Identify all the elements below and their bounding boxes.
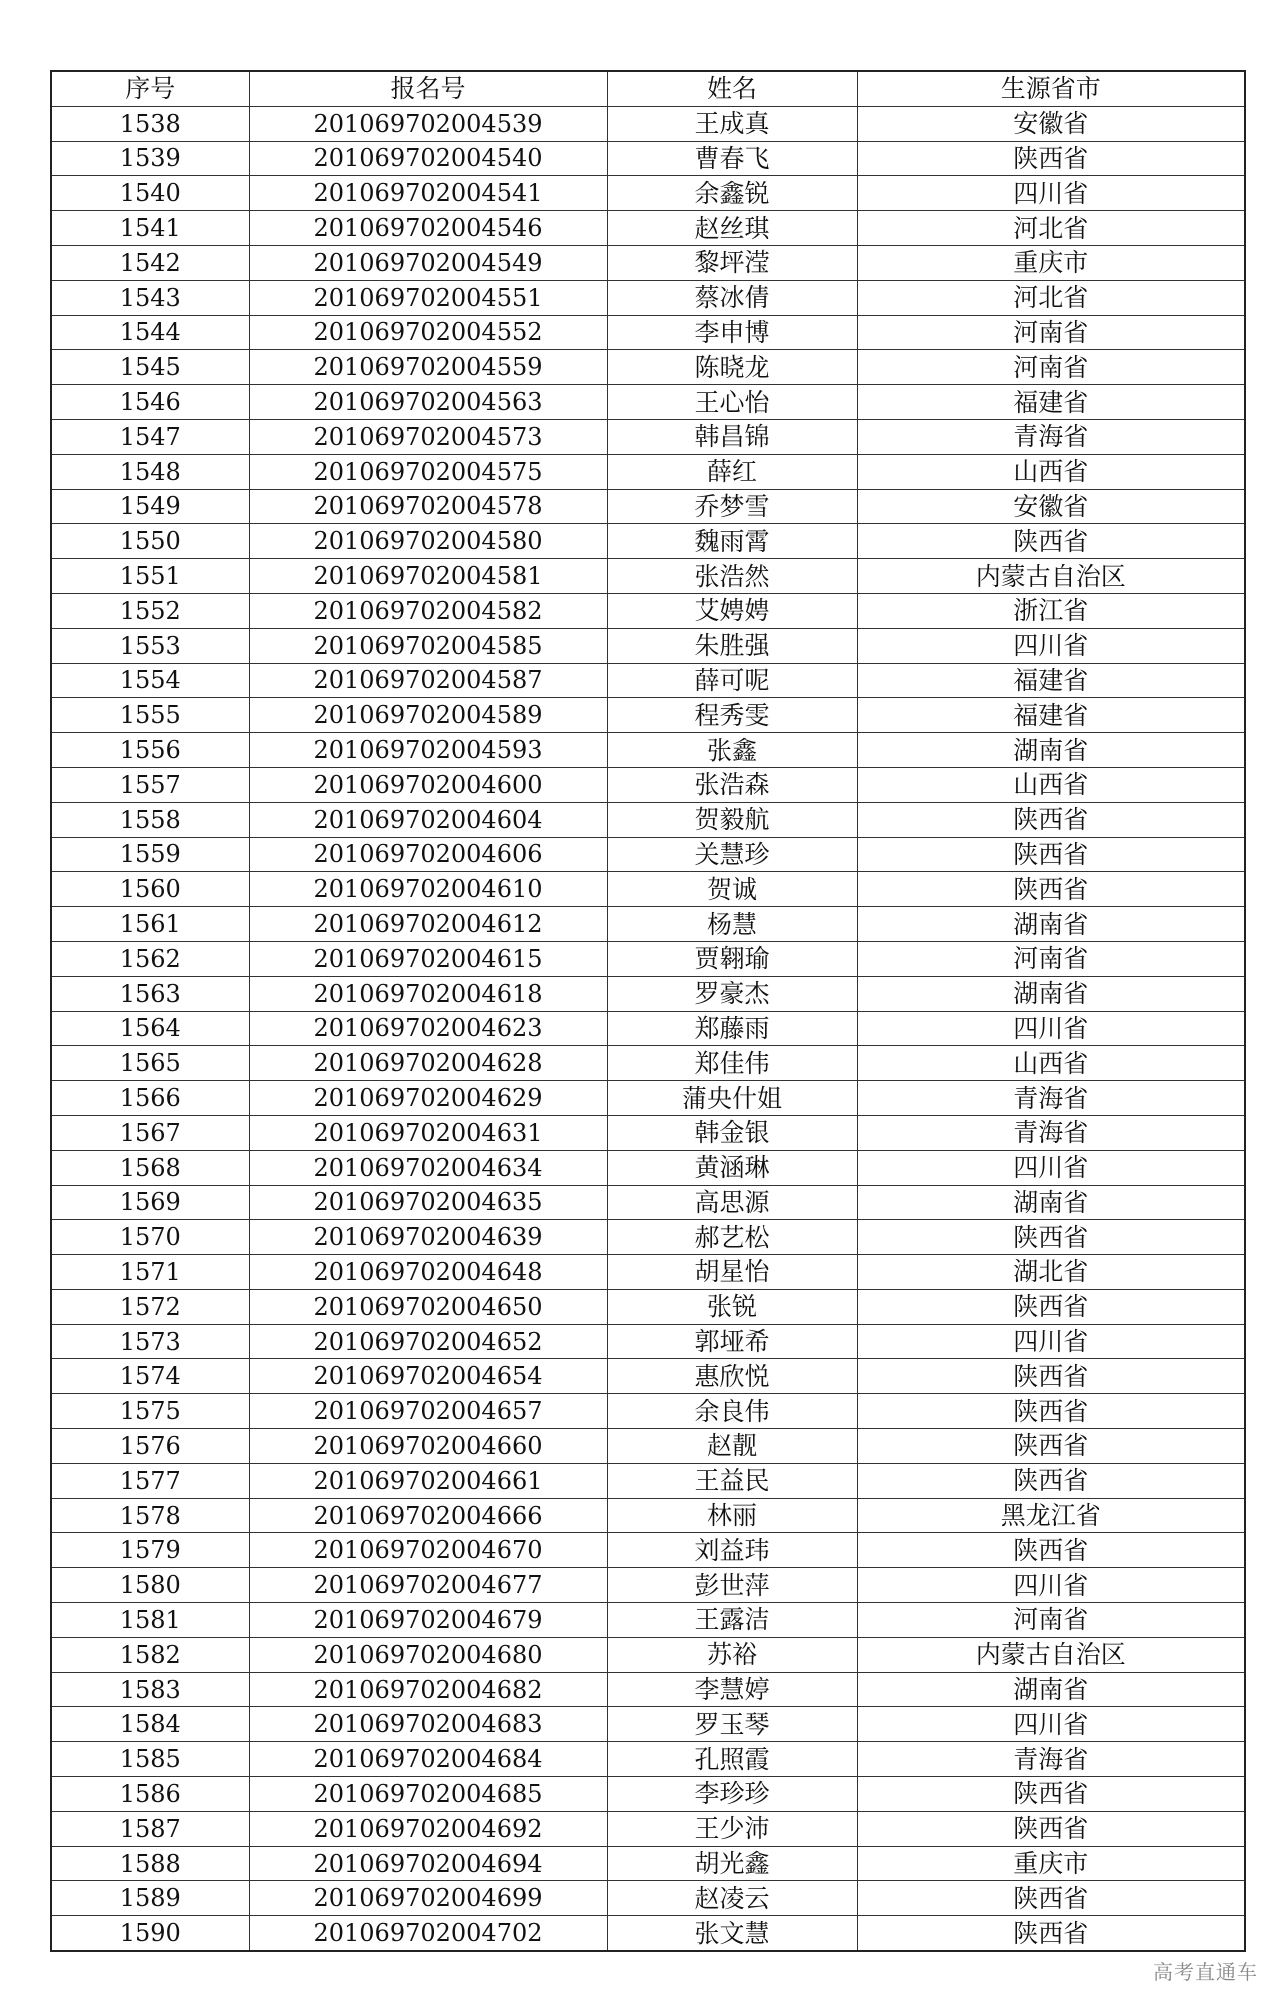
cell-name: 胡光鑫	[607, 1846, 857, 1881]
table-row	[51, 663, 1245, 698]
table-row	[51, 419, 1245, 454]
table-row	[51, 1637, 1245, 1672]
cell-serial-number: 1540	[51, 176, 249, 211]
cell-province: 陕西省	[857, 1533, 1245, 1568]
table-row	[51, 176, 1245, 211]
cell-registration-number: 201069702004573	[249, 419, 607, 454]
table-row	[51, 1185, 1245, 1220]
cell-name: 程秀雯	[607, 698, 857, 733]
cell-registration-number: 201069702004666	[249, 1498, 607, 1533]
table-row	[51, 1081, 1245, 1116]
cell-province: 河南省	[857, 1603, 1245, 1638]
cell-name: 张浩森	[607, 767, 857, 802]
cell-registration-number: 201069702004702	[249, 1916, 607, 1951]
cell-name: 张锐	[607, 1289, 857, 1324]
cell-name: 张浩然	[607, 559, 857, 594]
cell-serial-number: 1579	[51, 1533, 249, 1568]
cell-serial-number: 1551	[51, 559, 249, 594]
cell-serial-number: 1555	[51, 698, 249, 733]
cell-province: 湖南省	[857, 907, 1245, 942]
cell-serial-number: 1547	[51, 419, 249, 454]
cell-province: 青海省	[857, 1742, 1245, 1777]
header-name: 姓名	[607, 71, 857, 106]
cell-province: 四川省	[857, 1150, 1245, 1185]
table-body	[51, 106, 1245, 1951]
cell-name: 薛可呢	[607, 663, 857, 698]
cell-province: 福建省	[857, 663, 1245, 698]
table-row	[51, 1777, 1245, 1812]
cell-name: 贾翱瑜	[607, 941, 857, 976]
cell-province: 陕西省	[857, 1916, 1245, 1951]
table-row	[51, 1811, 1245, 1846]
cell-registration-number: 201069702004551	[249, 280, 607, 315]
cell-name: 李珍珍	[607, 1777, 857, 1812]
cell-name: 王益民	[607, 1463, 857, 1498]
table-row	[51, 1707, 1245, 1742]
cell-name: 李申博	[607, 315, 857, 350]
cell-name: 韩金银	[607, 1115, 857, 1150]
cell-name: 高思源	[607, 1185, 857, 1220]
cell-registration-number: 201069702004639	[249, 1220, 607, 1255]
cell-province: 陕西省	[857, 1463, 1245, 1498]
cell-registration-number: 201069702004589	[249, 698, 607, 733]
cell-name: 蔡冰倩	[607, 280, 857, 315]
cell-registration-number: 201069702004683	[249, 1707, 607, 1742]
cell-registration-number: 201069702004618	[249, 976, 607, 1011]
cell-registration-number: 201069702004661	[249, 1463, 607, 1498]
cell-registration-number: 201069702004539	[249, 106, 607, 141]
cell-registration-number: 201069702004580	[249, 524, 607, 559]
cell-province: 陕西省	[857, 1429, 1245, 1464]
table-row	[51, 941, 1245, 976]
cell-province: 重庆市	[857, 1846, 1245, 1881]
table-row	[51, 1881, 1245, 1916]
table-row	[51, 1220, 1245, 1255]
table-row	[51, 1046, 1245, 1081]
cell-registration-number: 201069702004631	[249, 1115, 607, 1150]
cell-serial-number: 1584	[51, 1707, 249, 1742]
cell-serial-number: 1583	[51, 1672, 249, 1707]
cell-registration-number: 201069702004559	[249, 350, 607, 385]
cell-name: 赵丝琪	[607, 211, 857, 246]
cell-serial-number: 1576	[51, 1429, 249, 1464]
cell-province: 河南省	[857, 315, 1245, 350]
table-row	[51, 454, 1245, 489]
table-row	[51, 1498, 1245, 1533]
table-row	[51, 628, 1245, 663]
admission-roster-table	[50, 70, 1246, 1952]
cell-name: 余良伟	[607, 1394, 857, 1429]
cell-registration-number: 201069702004604	[249, 802, 607, 837]
header-registration-number: 报名号	[249, 71, 607, 106]
cell-name: 余鑫锐	[607, 176, 857, 211]
cell-province: 陕西省	[857, 1220, 1245, 1255]
cell-registration-number: 201069702004629	[249, 1081, 607, 1116]
cell-serial-number: 1548	[51, 454, 249, 489]
cell-serial-number: 1541	[51, 211, 249, 246]
cell-registration-number: 201069702004679	[249, 1603, 607, 1638]
table-row	[51, 1359, 1245, 1394]
cell-serial-number: 1562	[51, 941, 249, 976]
table-row	[51, 907, 1245, 942]
cell-name: 罗豪杰	[607, 976, 857, 1011]
table-row	[51, 350, 1245, 385]
table-row	[51, 1916, 1245, 1951]
cell-name: 苏裕	[607, 1637, 857, 1672]
cell-name: 王露洁	[607, 1603, 857, 1638]
table-row	[51, 767, 1245, 802]
table-row	[51, 1463, 1245, 1498]
cell-registration-number: 201069702004684	[249, 1742, 607, 1777]
table-row	[51, 1289, 1245, 1324]
watermark-text: 高考直通车	[1153, 1960, 1258, 1984]
cell-serial-number: 1563	[51, 976, 249, 1011]
cell-serial-number: 1556	[51, 733, 249, 768]
cell-name: 彭世萍	[607, 1568, 857, 1603]
cell-name: 杨慧	[607, 907, 857, 942]
cell-name: 朱胜强	[607, 628, 857, 663]
cell-province: 陕西省	[857, 872, 1245, 907]
cell-name: 韩昌锦	[607, 419, 857, 454]
cell-province: 陕西省	[857, 524, 1245, 559]
cell-name: 乔梦雪	[607, 489, 857, 524]
table-row	[51, 1742, 1245, 1777]
cell-province: 陕西省	[857, 1289, 1245, 1324]
cell-province: 河南省	[857, 941, 1245, 976]
cell-serial-number: 1538	[51, 106, 249, 141]
cell-name: 惠欣悦	[607, 1359, 857, 1394]
cell-province: 四川省	[857, 1011, 1245, 1046]
cell-province: 四川省	[857, 628, 1245, 663]
cell-serial-number: 1545	[51, 350, 249, 385]
cell-serial-number: 1582	[51, 1637, 249, 1672]
cell-serial-number: 1552	[51, 593, 249, 628]
cell-registration-number: 201069702004660	[249, 1429, 607, 1464]
cell-name: 王心怡	[607, 385, 857, 420]
cell-registration-number: 201069702004670	[249, 1533, 607, 1568]
cell-province: 陕西省	[857, 141, 1245, 176]
table-row	[51, 1115, 1245, 1150]
cell-name: 贺毅航	[607, 802, 857, 837]
cell-serial-number: 1572	[51, 1289, 249, 1324]
cell-registration-number: 201069702004652	[249, 1324, 607, 1359]
cell-registration-number: 201069702004615	[249, 941, 607, 976]
table-row	[51, 315, 1245, 350]
cell-name: 黎坪滢	[607, 245, 857, 280]
table-row	[51, 837, 1245, 872]
cell-registration-number: 201069702004541	[249, 176, 607, 211]
cell-registration-number: 201069702004648	[249, 1255, 607, 1290]
cell-registration-number: 201069702004677	[249, 1568, 607, 1603]
cell-serial-number: 1566	[51, 1081, 249, 1116]
table-row	[51, 211, 1245, 246]
cell-province: 湖南省	[857, 1185, 1245, 1220]
cell-province: 青海省	[857, 1115, 1245, 1150]
cell-province: 陕西省	[857, 1394, 1245, 1429]
cell-province: 四川省	[857, 1707, 1245, 1742]
cell-serial-number: 1558	[51, 802, 249, 837]
cell-name: 陈晓龙	[607, 350, 857, 385]
cell-name: 郑藤雨	[607, 1011, 857, 1046]
cell-registration-number: 201069702004694	[249, 1846, 607, 1881]
cell-province: 青海省	[857, 419, 1245, 454]
table-row	[51, 1150, 1245, 1185]
cell-province: 山西省	[857, 454, 1245, 489]
cell-serial-number: 1568	[51, 1150, 249, 1185]
cell-province: 山西省	[857, 1046, 1245, 1081]
cell-name: 郭垭希	[607, 1324, 857, 1359]
cell-province: 四川省	[857, 176, 1245, 211]
cell-name: 刘益玮	[607, 1533, 857, 1568]
cell-serial-number: 1577	[51, 1463, 249, 1498]
cell-serial-number: 1553	[51, 628, 249, 663]
cell-registration-number: 201069702004563	[249, 385, 607, 420]
table-header-row	[51, 71, 1245, 106]
cell-registration-number: 201069702004685	[249, 1777, 607, 1812]
table-row	[51, 1672, 1245, 1707]
cell-province: 重庆市	[857, 245, 1245, 280]
cell-name: 关慧珍	[607, 837, 857, 872]
cell-registration-number: 201069702004682	[249, 1672, 607, 1707]
cell-name: 张文慧	[607, 1916, 857, 1951]
cell-province: 安徽省	[857, 106, 1245, 141]
table-row	[51, 1846, 1245, 1881]
cell-serial-number: 1544	[51, 315, 249, 350]
cell-serial-number: 1560	[51, 872, 249, 907]
table-row	[51, 385, 1245, 420]
cell-province: 湖南省	[857, 976, 1245, 1011]
cell-province: 青海省	[857, 1081, 1245, 1116]
table-row	[51, 1324, 1245, 1359]
cell-registration-number: 201069702004582	[249, 593, 607, 628]
cell-serial-number: 1580	[51, 1568, 249, 1603]
cell-registration-number: 201069702004578	[249, 489, 607, 524]
cell-serial-number: 1557	[51, 767, 249, 802]
cell-serial-number: 1573	[51, 1324, 249, 1359]
header-province: 生源省市	[857, 71, 1245, 106]
table-row	[51, 1568, 1245, 1603]
cell-registration-number: 201069702004623	[249, 1011, 607, 1046]
cell-name: 赵凌云	[607, 1881, 857, 1916]
cell-serial-number: 1578	[51, 1498, 249, 1533]
cell-province: 湖南省	[857, 1672, 1245, 1707]
table-row	[51, 245, 1245, 280]
cell-province: 浙江省	[857, 593, 1245, 628]
cell-name: 林丽	[607, 1498, 857, 1533]
cell-province: 陕西省	[857, 1359, 1245, 1394]
cell-serial-number: 1561	[51, 907, 249, 942]
cell-province: 四川省	[857, 1568, 1245, 1603]
cell-name: 罗玉琴	[607, 1707, 857, 1742]
cell-serial-number: 1554	[51, 663, 249, 698]
cell-name: 黄涵琳	[607, 1150, 857, 1185]
cell-registration-number: 201069702004628	[249, 1046, 607, 1081]
cell-registration-number: 201069702004549	[249, 245, 607, 280]
cell-province: 福建省	[857, 698, 1245, 733]
cell-serial-number: 1581	[51, 1603, 249, 1638]
cell-registration-number: 201069702004657	[249, 1394, 607, 1429]
cell-registration-number: 201069702004650	[249, 1289, 607, 1324]
table-row	[51, 1533, 1245, 1568]
cell-serial-number: 1588	[51, 1846, 249, 1881]
cell-registration-number: 201069702004600	[249, 767, 607, 802]
cell-serial-number: 1550	[51, 524, 249, 559]
cell-registration-number: 201069702004680	[249, 1637, 607, 1672]
cell-name: 王少沛	[607, 1811, 857, 1846]
cell-province: 陕西省	[857, 837, 1245, 872]
cell-province: 山西省	[857, 767, 1245, 802]
cell-registration-number: 201069702004587	[249, 663, 607, 698]
cell-serial-number: 1570	[51, 1220, 249, 1255]
cell-serial-number: 1546	[51, 385, 249, 420]
cell-serial-number: 1539	[51, 141, 249, 176]
table-row	[51, 1603, 1245, 1638]
table-row	[51, 976, 1245, 1011]
cell-province: 陕西省	[857, 1811, 1245, 1846]
cell-name: 王成真	[607, 106, 857, 141]
cell-province: 安徽省	[857, 489, 1245, 524]
table-row	[51, 489, 1245, 524]
cell-serial-number: 1587	[51, 1811, 249, 1846]
cell-serial-number: 1549	[51, 489, 249, 524]
cell-registration-number: 201069702004552	[249, 315, 607, 350]
cell-name: 郝艺松	[607, 1220, 857, 1255]
cell-registration-number: 201069702004540	[249, 141, 607, 176]
cell-serial-number: 1569	[51, 1185, 249, 1220]
cell-name: 胡星怡	[607, 1255, 857, 1290]
cell-registration-number: 201069702004635	[249, 1185, 607, 1220]
table-row	[51, 1429, 1245, 1464]
cell-name: 薛红	[607, 454, 857, 489]
cell-province: 陕西省	[857, 1881, 1245, 1916]
table-row	[51, 106, 1245, 141]
cell-province: 内蒙古自治区	[857, 559, 1245, 594]
cell-registration-number: 201069702004581	[249, 559, 607, 594]
cell-name: 曹春飞	[607, 141, 857, 176]
table-row	[51, 141, 1245, 176]
table-row	[51, 524, 1245, 559]
cell-name: 艾娉娉	[607, 593, 857, 628]
cell-serial-number: 1564	[51, 1011, 249, 1046]
cell-serial-number: 1589	[51, 1881, 249, 1916]
cell-registration-number: 201069702004634	[249, 1150, 607, 1185]
cell-registration-number: 201069702004612	[249, 907, 607, 942]
table-row	[51, 280, 1245, 315]
cell-registration-number: 201069702004593	[249, 733, 607, 768]
cell-province: 四川省	[857, 1324, 1245, 1359]
cell-name: 魏雨霄	[607, 524, 857, 559]
cell-province: 福建省	[857, 385, 1245, 420]
cell-name: 贺诚	[607, 872, 857, 907]
cell-name: 李慧婷	[607, 1672, 857, 1707]
table-row	[51, 593, 1245, 628]
cell-name: 郑佳伟	[607, 1046, 857, 1081]
cell-serial-number: 1586	[51, 1777, 249, 1812]
cell-province: 河北省	[857, 280, 1245, 315]
table-row	[51, 1011, 1245, 1046]
cell-serial-number: 1575	[51, 1394, 249, 1429]
cell-registration-number: 201069702004606	[249, 837, 607, 872]
roster-table-container	[50, 70, 1244, 1952]
table-row	[51, 559, 1245, 594]
cell-name: 张鑫	[607, 733, 857, 768]
table-row	[51, 1394, 1245, 1429]
cell-serial-number: 1565	[51, 1046, 249, 1081]
cell-serial-number: 1585	[51, 1742, 249, 1777]
cell-serial-number: 1559	[51, 837, 249, 872]
table-row	[51, 698, 1245, 733]
cell-registration-number: 201069702004692	[249, 1811, 607, 1846]
table-row	[51, 733, 1245, 768]
cell-province: 河南省	[857, 350, 1245, 385]
cell-serial-number: 1574	[51, 1359, 249, 1394]
cell-registration-number: 201069702004585	[249, 628, 607, 663]
cell-serial-number: 1543	[51, 280, 249, 315]
header-serial-number: 序号	[51, 71, 249, 106]
cell-registration-number: 201069702004546	[249, 211, 607, 246]
cell-province: 河北省	[857, 211, 1245, 246]
cell-registration-number: 201069702004575	[249, 454, 607, 489]
cell-serial-number: 1571	[51, 1255, 249, 1290]
cell-province: 陕西省	[857, 802, 1245, 837]
cell-registration-number: 201069702004699	[249, 1881, 607, 1916]
cell-serial-number: 1542	[51, 245, 249, 280]
cell-name: 蒲央什姐	[607, 1081, 857, 1116]
table-row	[51, 802, 1245, 837]
cell-serial-number: 1567	[51, 1115, 249, 1150]
cell-province: 湖北省	[857, 1255, 1245, 1290]
table-row	[51, 1255, 1245, 1290]
cell-registration-number: 201069702004610	[249, 872, 607, 907]
cell-province: 湖南省	[857, 733, 1245, 768]
cell-province: 内蒙古自治区	[857, 1637, 1245, 1672]
table-row	[51, 872, 1245, 907]
cell-name: 赵靓	[607, 1429, 857, 1464]
cell-province: 陕西省	[857, 1777, 1245, 1812]
cell-registration-number: 201069702004654	[249, 1359, 607, 1394]
cell-name: 孔照霞	[607, 1742, 857, 1777]
cell-province: 黑龙江省	[857, 1498, 1245, 1533]
cell-serial-number: 1590	[51, 1916, 249, 1951]
